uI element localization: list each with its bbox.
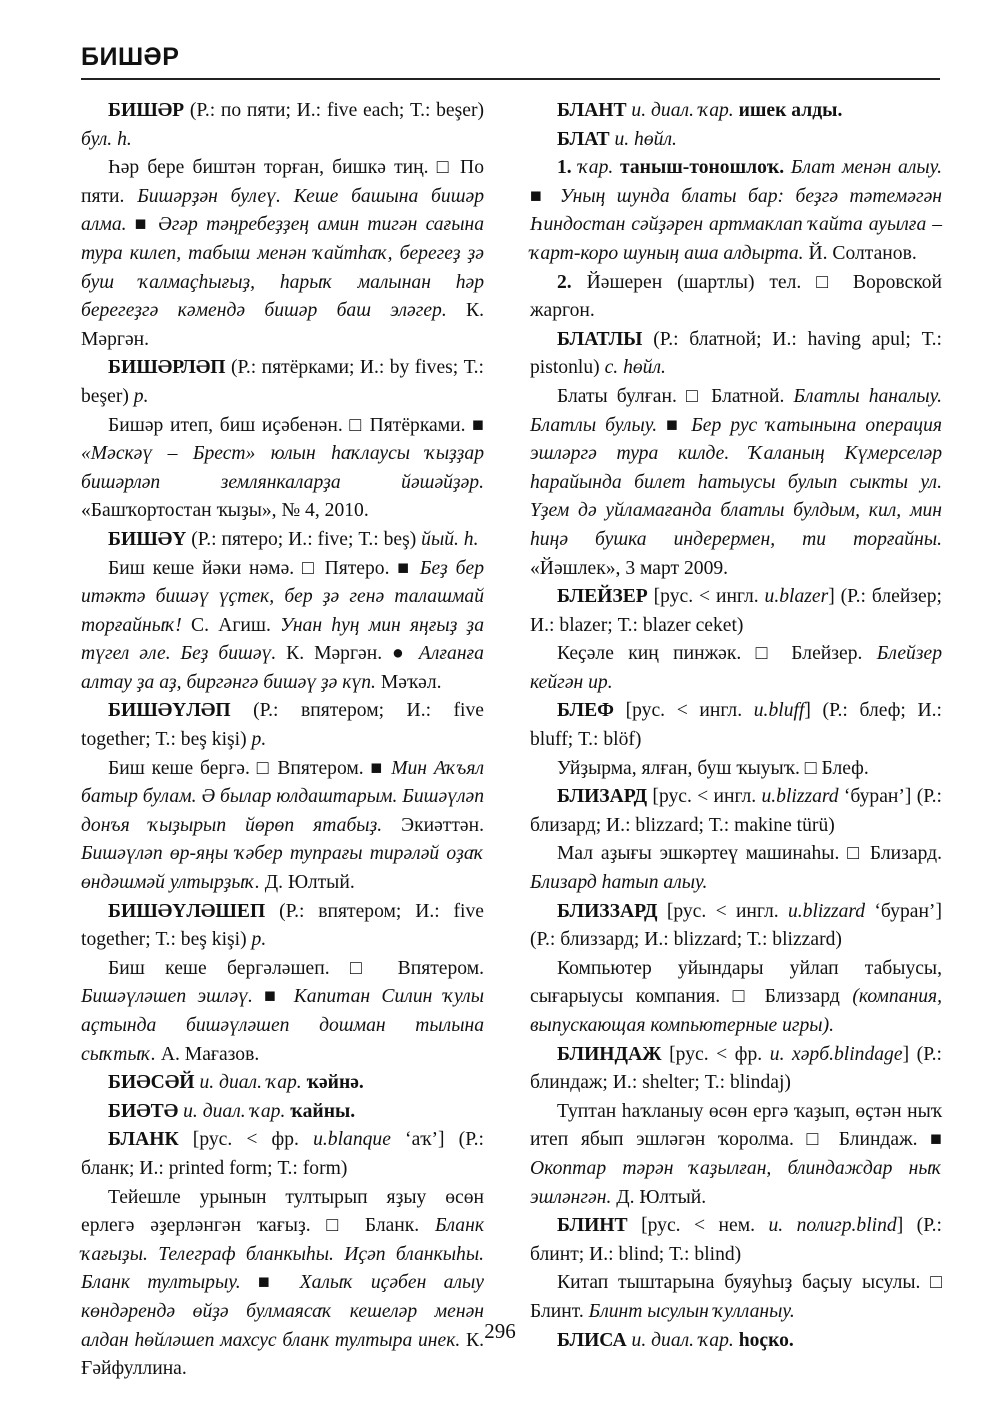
entry-text: blindage (833, 1043, 903, 1065)
entry-text: Китап тыштарына буяуһыҙ баҫыу ысулы. □ Блинт. (530, 1272, 942, 1322)
entry-text: и. хәрб. (769, 1043, 834, 1065)
entry-text: р. (251, 929, 267, 951)
entry-text: К. Ғәйфуллина. (81, 1329, 484, 1380)
entry-text: «Башҡортостан ҡыҙы», № 4, 2010. (81, 500, 369, 522)
entry-text: Й. Солтанов. (803, 242, 917, 264)
headword: БЛАТЛЫ (557, 328, 643, 350)
entry-definition (81, 555, 484, 698)
entry-text: Блинт ысулын ҡулланыу. (588, 1300, 795, 1322)
entry-text: и. (787, 900, 803, 922)
entry-text: (Р.: впятером; И.: five together; Т.: beş kişi) (81, 900, 484, 951)
entry-text: «Мәскәү – Брест» юлын һаҡлаусы ҡыҙҙар бишәрләп землянкаларҙа йәшәйҙәр. (81, 443, 484, 493)
headword: БЛАНК (108, 1129, 179, 1151)
entry-text: (Р.: пятеро; И.: five; Т.: beş) (186, 528, 422, 550)
dictionary-entry (530, 583, 942, 640)
entry-text: blizzard (776, 786, 839, 808)
dictionary-entry (530, 126, 942, 155)
entry-text: ишек алды. (738, 100, 843, 121)
entry-text: Бишәүләшеп эшләү. ■ Капитан Силин ҡулы аҫтында бишәүләшеп дошман тылына сыҡтыҡ. (81, 986, 484, 1065)
entry-text: Мал аҙығы эшкәртеү машинаһы. □ Близард. (557, 843, 942, 865)
entry-text: и. диал. ҡар. (626, 100, 739, 121)
entry-text: [рус. < ингл. (647, 586, 765, 608)
entry-text: blizzard (802, 900, 866, 922)
entry-text: ‘аҡ’] (Р.: бланк; И.: printed form; Т.: form) (81, 1129, 484, 1179)
entry-text: blazer (779, 586, 829, 608)
right-column (530, 97, 942, 1355)
entry-definition (530, 1098, 942, 1212)
entry-text: ] (Р.: блинт; И.: blind; Т.: blind) (530, 1215, 942, 1265)
entry-text: и. (761, 786, 777, 808)
entry-text: А. Мағазов. (155, 1043, 260, 1065)
entry-text: ҡәйнә. (306, 1072, 364, 1094)
dictionary-entry (530, 1041, 942, 1098)
left-column (81, 97, 484, 1384)
headword: БЛИЗАРД (557, 786, 648, 808)
entry-text: Тейешле урынын тултырып яҙыу өсөн ерлегә әҙерләнгән ҡағыҙ. □ Бланк. (81, 1186, 484, 1237)
entry-text: ҡар. (578, 157, 621, 179)
headword: БИШӘР (108, 100, 185, 121)
entry-text: (компания, выпускающая компьютерные игры). (530, 986, 942, 1036)
entry-text: и. диал. ҡар. (178, 1100, 291, 1122)
headword: БЛИЗЗАРД (557, 900, 658, 922)
dictionary-entry (81, 697, 484, 754)
entry-text: ] (Р.: блеф; И.: bluff; Т.: blöf) (530, 700, 942, 751)
headword: БИШӘҮЛӘП (108, 700, 231, 722)
headword: БИӘСӘЙ (108, 1072, 195, 1094)
entry-text: Экиәттән. (382, 814, 484, 836)
entry-definition (530, 383, 942, 583)
entry-text: Беҙ бер итәктә бишәү үҫтек, бер ҙә генә талашмай торғайныҡ! (81, 557, 484, 636)
dictionary-entry (530, 326, 942, 383)
entry-text: Бланк ҡағыҙы. Телеграф бланкыһы. Иҫәп бланкыһы. Бланк тултырыу. ■ Халыҡ иҫәбен алыу көндәрендә өйҙә булмаясаҡ кешеләр менән алдан һөйләшеп махсус бланк тултыра инек. (81, 1215, 484, 1351)
entry-text: Блат менән алыу. ■ Уның шунда блаты бар: беҙгә тәтемәгән Һиндостан сәйҙәрен артмаклап ҡайта ауылға – ҡарт-коро шуның аша алдырта. (530, 157, 942, 264)
page-number: 296 (484, 1319, 516, 1343)
dictionary-entry (530, 97, 942, 126)
entry-text: Бишәр итеп, биш иҫәбенән. □ Пятёрками. ■ (108, 414, 484, 436)
entry-text: и. полигр. (768, 1215, 857, 1237)
entry-text: (Р.: пятёрками; И.: by fives; Т.: beşer) (81, 357, 484, 407)
dictionary-entry (530, 1212, 942, 1269)
headword: БЛАНТ (557, 100, 627, 121)
entry-text: и. диал. ҡар. (626, 1329, 739, 1351)
entry-text: Мин Аҡъял батыр булам. Ә былар юлдаштарым. Бишәүләп донъя ҡыҙырып йөрөп ятабыҙ. (81, 757, 484, 836)
entry-text: Кеҫәле киң пинжәк. □ Блейзер. (557, 643, 877, 665)
entry-text: [рус. < ингл. (647, 786, 762, 808)
entry-text: Компьютер уйындары уйлап табыусы, сығарыусы компания. □ Близзард (530, 957, 942, 1008)
entry-definition (530, 955, 942, 1041)
entry-text: (Р.: блатной; И.: having apul; Т.: pistonlu) (530, 328, 942, 379)
entry-text: Близард һатып алыу. (530, 872, 708, 894)
headword: БЛЕФ (557, 700, 614, 722)
entry-text: Уйҙырма, ялған, буш ҡыуыҡ. □ Блеф. (557, 757, 869, 779)
entry-text: таныш-тоношлоҡ. (620, 157, 785, 179)
entry-text: Биш кеше йәки нәмә. □ Пятеро. ■ (108, 557, 420, 579)
entry-text: bluff (768, 700, 805, 722)
headword: БИШӘРЛӘП (108, 357, 226, 379)
entry-text: р. (133, 385, 149, 407)
entry-text: Блаты булған. □ Блатной. (557, 385, 794, 407)
entry-text: (Р.: впятером; И.: five together; Т.: beş kişi) (81, 700, 484, 751)
dictionary-entry (81, 1098, 484, 1127)
entry-text: ] (Р.: блиндаж; И.: shelter; Т.: blindaj) (530, 1043, 942, 1094)
entry-text: и. (764, 586, 780, 608)
entry-definition (530, 269, 942, 326)
dictionary-entry (530, 898, 942, 955)
headword: БИШӘҮЛӘШЕП (108, 900, 266, 922)
entry-definition (81, 755, 484, 898)
entry-text: Туптан һаҡланыу өсөн ергә ҡаҙып, өҫтән ныҡ итеп ябып эшләгән ҡоролма. □ Блиндаж. ■ (530, 1100, 942, 1151)
headword: БИШӘҮ (108, 528, 187, 550)
entry-definition (81, 412, 484, 526)
entry-text: и. һөйл. (609, 128, 677, 150)
running-head: БИШӘР (81, 43, 180, 71)
headword: БИӘТӘ (108, 1100, 179, 1122)
entry-definition (530, 755, 942, 784)
entry-text: и. (753, 700, 769, 722)
entry-text: [рус. < нем. (627, 1215, 769, 1237)
entry-text: и. диал. ҡар. (194, 1072, 307, 1094)
entry-text: һоҫко. (738, 1329, 794, 1351)
entry-text: Д. Юлтый. (611, 1186, 707, 1208)
entry-text: Мәҡәл. (375, 671, 442, 693)
entry-text: «Йәшлек», 3 март 2009. (530, 557, 729, 579)
header-rule (81, 78, 940, 80)
entry-text: Д. Юлтый. (259, 872, 355, 894)
entry-definition (530, 154, 942, 268)
dictionary-entry (530, 697, 942, 754)
entry-text: Алғанға алтау ҙа аҙ, биргәнгә бишәү ҙә күп. (81, 643, 484, 693)
entry-text: Унан һуң мин яңғыҙ ҙа түгел әле. Беҙ бишәү. (81, 614, 484, 665)
entry-text: Блатлы һаналыу. Блатлы булыу. ■ Бер рус ҡатынына операция эшләргә тура килде. Ҡаланың Күмерселәр һарайында билет һатыусы булып сыкты ул. Үҙем дә уйламағанда блатлы булдым, кил, мин һиңә бушка индерермен, ти торғайны. (530, 385, 942, 550)
entry-text: Бишәрҙән булеү. Кеше башына бишәр алма. ■ Әгәр тәңребеҙҙең амин тигән сағына тура килеп, табыш менән ҡайтһаҡ, берегеҙ ҙә буш ҡалмаҫһығыҙ, һарыҡ малынан һәр берегеҙгә кәмендә бишәр баш эләгер. (81, 185, 484, 322)
entry-definition (530, 840, 942, 897)
entry-text: бул. һ. (81, 128, 132, 150)
entry-text: и. (313, 1129, 328, 1151)
entry-text: (Р.: по пяти; И.: five each; Т.: beşer) (184, 100, 484, 121)
entry-text: ‘буран’] (Р.: близзард; И.: blizzard; Т.: blizzard) (530, 900, 942, 951)
headword: БЛИНТ (557, 1215, 628, 1237)
entry-definition (530, 1269, 942, 1326)
entry-text: С. Агиш. (181, 614, 281, 636)
dictionary-entry (81, 97, 484, 154)
entry-text: [рус. < ингл. (657, 900, 788, 922)
entry-definition (81, 1184, 484, 1384)
entry-text: [рус. < ингл. (613, 700, 754, 722)
headword: БЛАТ (557, 128, 610, 150)
entry-text: ‘буран’] (Р.: близард; И.: blizzard; Т.: makine türü) (530, 786, 943, 836)
dictionary-entry (81, 526, 484, 555)
entry-text: Блейзер кейгән ир. (530, 643, 942, 693)
entry-text: с. һөйл. (604, 357, 666, 379)
entry-definition (81, 955, 484, 1069)
entry-text: Бишәүләп өр-яңы ҡәбер тупрағы тирәләй оҙаҡ өндәшмәй ултырҙыҡ. (81, 843, 484, 894)
dictionary-entry (81, 898, 484, 955)
dictionary-entry (81, 1126, 484, 1183)
entry-text: Биш кеше бергә. □ Впятером. ■ (108, 757, 392, 779)
entry-text: [рус. < фр. (661, 1043, 770, 1065)
entry-text: blanque (327, 1129, 391, 1151)
entry-definition (530, 640, 942, 697)
dictionary-entry (81, 1069, 484, 1098)
entry-text: 2. (557, 271, 587, 293)
entry-text: [рус. < фр. (178, 1129, 314, 1151)
dictionary-entry (530, 783, 942, 840)
entry-definition (81, 154, 484, 354)
entry-text: йый. һ. (421, 528, 479, 550)
headword: БЛИНДАЖ (557, 1043, 662, 1065)
entry-text: Һәр бере биштән торған, бишкә тиң. □ По пяти. (81, 157, 484, 207)
entry-text: ] (Р.: блейзер; И.: blazer; Т.: blazer ceket) (530, 586, 942, 636)
entry-text: 1. (557, 157, 579, 179)
entry-text: р. (251, 729, 267, 751)
entry-text: Биш кеше бергәләшеп. □ Впятером. (108, 957, 484, 979)
headword: БЛИСА (557, 1329, 627, 1351)
entry-text: blind (856, 1215, 897, 1237)
dictionary-entry (81, 354, 484, 411)
entry-text: Окоптар тәрән ҡаҙылған, блиндаждар ныҡ эшләнгән. (530, 1157, 942, 1208)
entry-text: ҡайны. (290, 1100, 356, 1122)
entry-text: Йәшерен (шартлы) тел. □ Воровской жаргон. (530, 271, 943, 322)
headword: БЛЕЙЗЕР (557, 586, 648, 608)
entry-text: К. Мәргән. (81, 300, 484, 350)
entry-text: К. Мәргән. ● (276, 643, 419, 665)
